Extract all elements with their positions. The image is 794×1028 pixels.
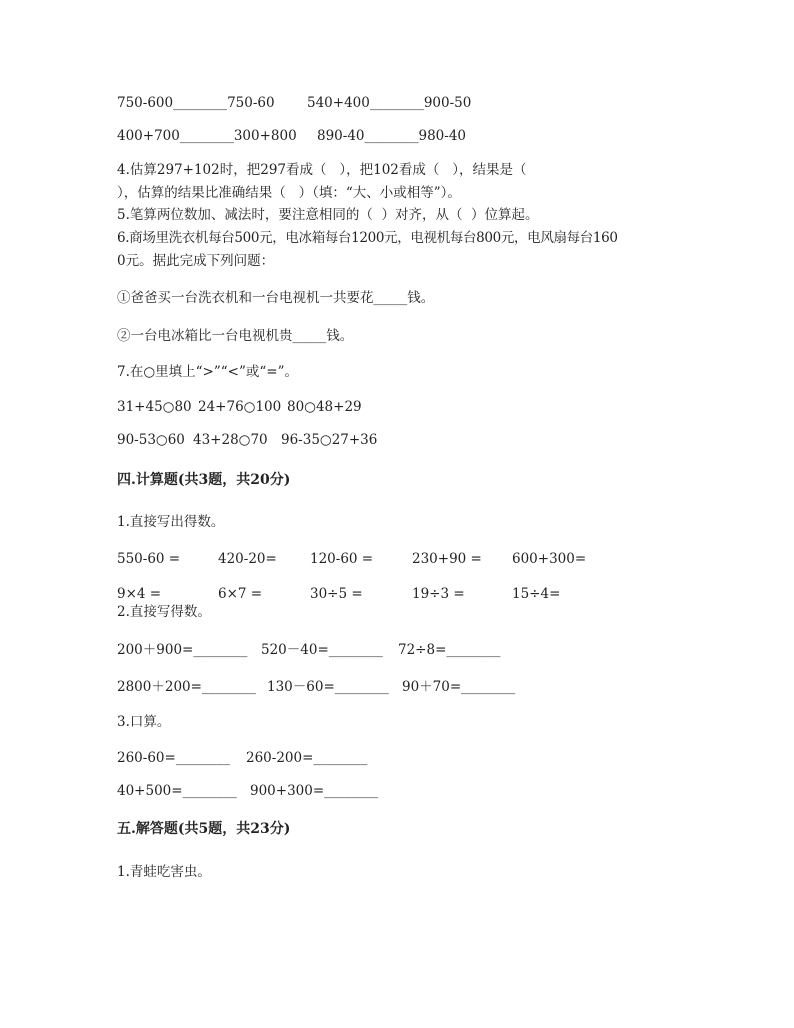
arithmetic-item: 72÷8=________ [398, 642, 501, 658]
arithmetic-item: 2800＋200=________ [117, 679, 256, 695]
compare-expression: 43+28○70 [193, 432, 268, 448]
section-4-heading: 四.计算题(共3题，共20分) [117, 472, 291, 488]
arithmetic-item: 520－40=________ [261, 642, 383, 658]
arithmetic-item: 19÷3 = [412, 586, 465, 602]
compare-expression: 80○48+29 [287, 399, 362, 415]
section-4-q2-title: 2.直接写得数。 [117, 604, 211, 620]
arithmetic-item: 260-200=________ [246, 750, 368, 766]
arithmetic-item: 550-60 = [117, 551, 181, 567]
arithmetic-item: 15÷4= [512, 586, 561, 602]
arithmetic-item: 90＋70=________ [402, 679, 516, 695]
compare-expression: 31+45○80 [117, 399, 192, 415]
question-5: 5.笔算两位数加、减法时，要注意相同的（ ）对齐，从（ ）位算起。 [117, 207, 539, 223]
question-6-sub-1: ①爸爸买一台洗衣机和一台电视机一共要花_____钱。 [117, 290, 435, 306]
question-6-sub-2: ②一台电冰箱比一台电视机贵_____钱。 [117, 328, 354, 344]
compare-item: 400+700________300+800 [117, 128, 297, 144]
compare-expression: 96-35○27+36 [281, 432, 378, 448]
arithmetic-item: 200＋900=________ [117, 642, 248, 658]
arithmetic-item: 40+500=________ [117, 783, 237, 799]
question-4-line-1: 4.估算297+102时，把297看成（ ），把102看成（ ），结果是（ [117, 162, 527, 178]
arithmetic-item: 260-60=________ [117, 750, 230, 766]
arithmetic-item: 900+300=________ [250, 783, 379, 799]
compare-expression: 90-53○60 [117, 432, 185, 448]
arithmetic-item: 120-60 = [310, 551, 374, 567]
section-5-heading: 五.解答题(共5题，共23分) [117, 821, 291, 837]
arithmetic-item: 600+300= [512, 551, 587, 567]
arithmetic-item: 130－60=________ [267, 679, 389, 695]
section-4-q1-title: 1.直接写出得数。 [117, 514, 225, 530]
question-6-line-1: 6.商场里洗衣机每台500元，电冰箱每台1200元，电视机每台800元，电风扇每台160 [117, 230, 618, 246]
compare-item: 750-600________750-60 [117, 95, 275, 111]
arithmetic-item: 420-20= [218, 551, 277, 567]
arithmetic-item: 30÷5 = [310, 586, 363, 602]
compare-item: 540+400________900-50 [307, 95, 472, 111]
section-4-q3-title: 3.口算。 [117, 714, 171, 730]
arithmetic-item: 9×4 = [117, 586, 162, 602]
arithmetic-item: 230+90 = [412, 551, 482, 567]
compare-expression: 24+76○100 [198, 399, 282, 415]
compare-item: 890-40________980-40 [317, 128, 467, 144]
question-6-line-2: 0元。据此完成下列问题： [117, 253, 275, 269]
arithmetic-item: 6×7 = [218, 586, 263, 602]
section-5-q1-title: 1.青蛙吃害虫。 [117, 864, 211, 880]
question-4-line-2: ），估算的结果比准确结果（ ）（填：“大、小或相等”）。 [117, 185, 461, 201]
question-7-title: 7.在○里填上“>”“<”或“=”。 [117, 364, 299, 380]
